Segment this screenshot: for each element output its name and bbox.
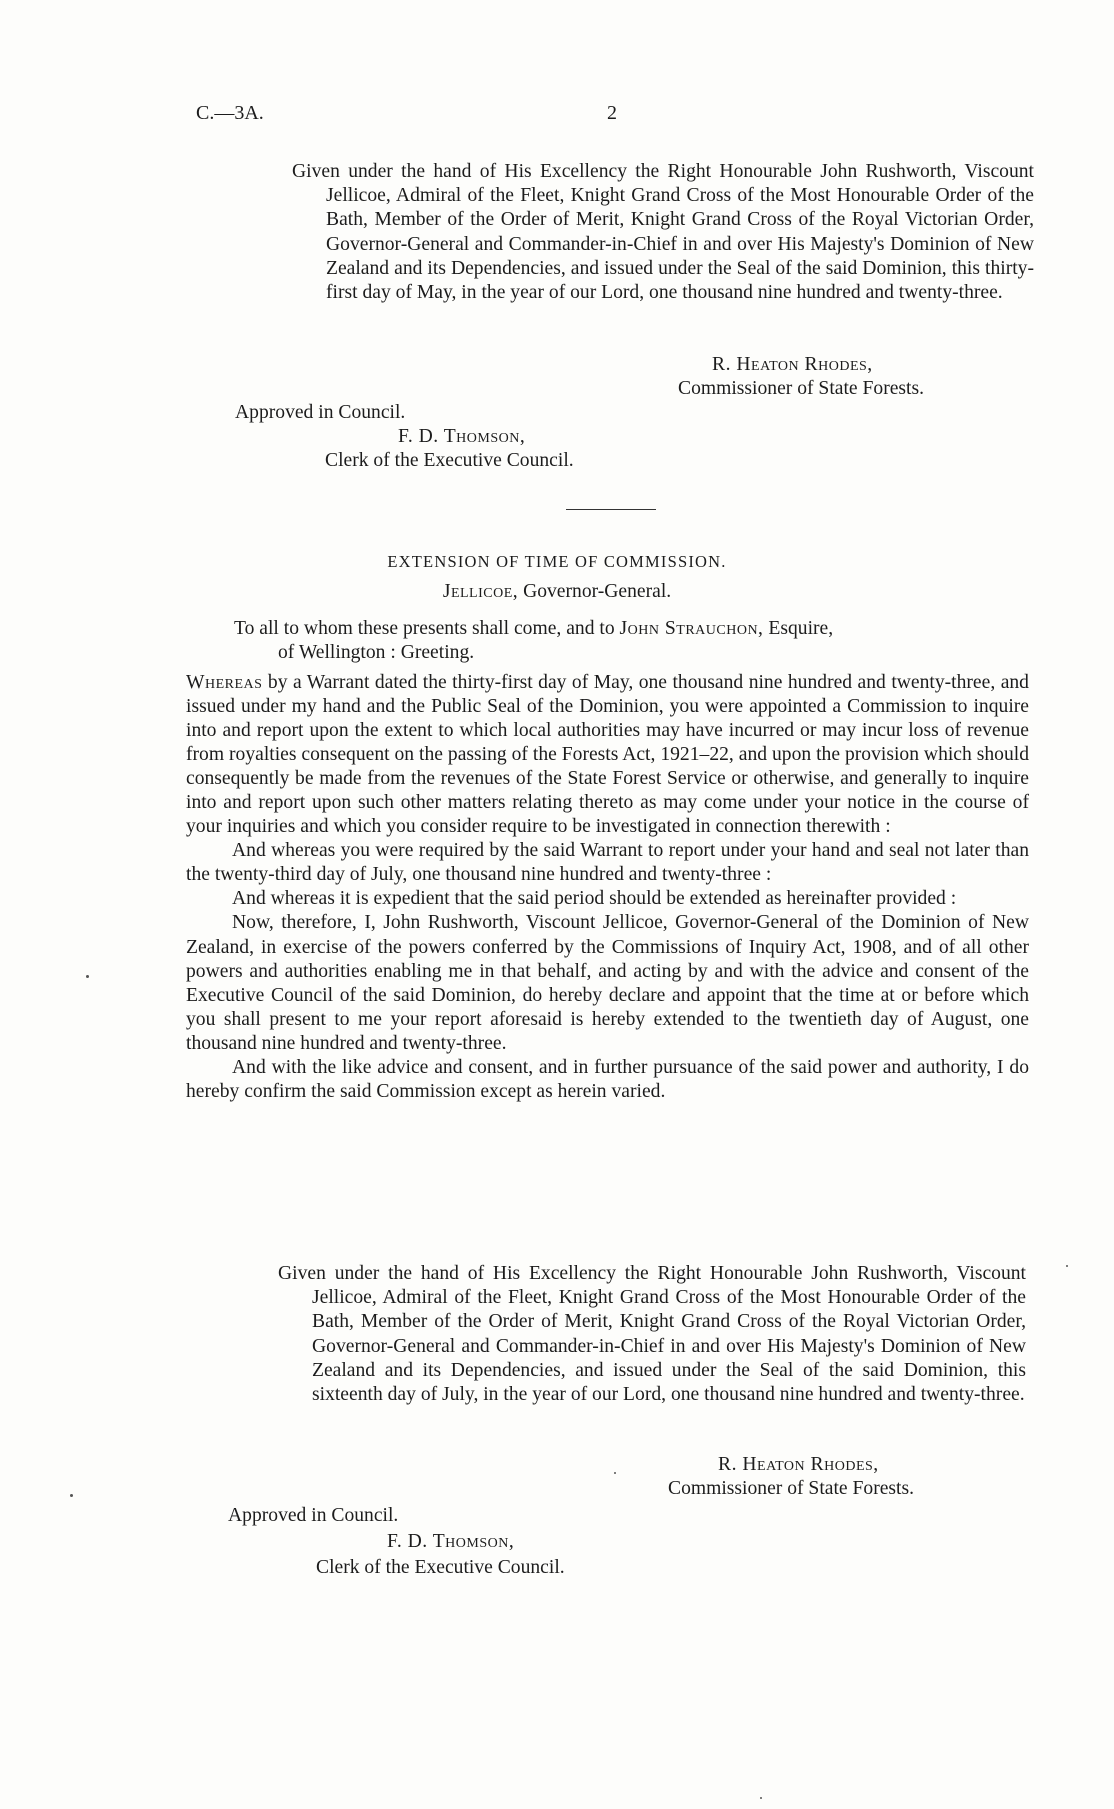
address-lead: To all to whom these presents shall come, and to bbox=[234, 618, 615, 639]
paragraph-1-text: by a Warrant dated the thirty-first day of May, one thousand nine hundred and twenty-three, and issued under my hand and the Public Seal of the Dominion, you were appointed a Commission to inquire into and report upon the extent to which local authorities may have incurred or may incur loss of revenue from royalties consequent on the passing of the Forests Act, 1921–22, and upon the provision which should consequently be made from the revenues of the State Forest Service or otherwise, and generally to inquire into and report upon such other matters relating thereto as may come under your notice in the course of your inquiries and which you consider require to be investigated in connection therewith : bbox=[186, 672, 1029, 838]
paragraph-3: And whereas it is expedient that the said period should be extended as hereinafter provided : bbox=[232, 888, 957, 910]
clerk-name-text-2: F. D. Thomson, bbox=[387, 1531, 515, 1552]
clerk-title-2: Clerk of the Executive Council. bbox=[316, 1557, 565, 1578]
governor-line bbox=[0, 581, 1114, 603]
governor-title: Governor-General. bbox=[523, 581, 672, 602]
clerk-name-text: F. D. Thomson, bbox=[398, 426, 526, 447]
addressee-suffix: Esquire, bbox=[768, 618, 834, 639]
addressee-name: John Strauchon, bbox=[619, 618, 764, 639]
signatory-name-text-2: R. Heaton Rhodes, bbox=[718, 1454, 879, 1475]
scan-speck bbox=[1066, 1265, 1068, 1267]
section-divider bbox=[566, 509, 656, 510]
paragraph-4: Now, therefore, I, John Rushworth, Viscount Jellicoe, Governor-General of the Dominion of New Zealand, in exercise of the powers conferred by the Commissions of Inquiry Act, 1908, and of all other powers and authorities enabling me in that behalf, and acting by and with the advice and consent of the Executive Council of the said Dominion, do hereby declare and appoint that the time at or before which you shall present to me your report aforesaid is hereby extended to the twentieth day of August, one thousand nine hundred and twenty-three. bbox=[186, 912, 1029, 1054]
given-under-paragraph-2: Given under the hand of His Excellency the Right Honourable John Rushworth, Viscount Jellicoe, Admiral of the Fleet, Knight Grand Cross of the Most Honourable Order of the Bath, Member of the Order of Merit, Knight Grand Cross of the Royal Victorian Order, Governor-General and Commander-in-Chief in and over His Majesty's Dominion of New Zealand and its Dependencies, and issued under the Seal of the said Dominion, this sixteenth day of July, in the year of our Lord, one thousand nine hundred and twenty-three. bbox=[278, 1263, 1026, 1406]
scan-speck bbox=[760, 1797, 762, 1799]
scan-speck bbox=[86, 975, 89, 978]
signatory-name-text: R. Heaton Rhodes, bbox=[712, 354, 873, 375]
approved-in-council-2: Approved in Council. bbox=[228, 1505, 399, 1526]
paragraph-2: And whereas you were required by the said Warrant to report under your hand and seal not later than the twenty-third day of July, one thousand nine hundred and twenty-three : bbox=[186, 840, 1029, 886]
signatory-title-2: Commissioner of State Forests. bbox=[668, 1478, 915, 1499]
signatory-name-2 bbox=[718, 1453, 879, 1477]
address-greeting: of Wellington : Greeting. bbox=[278, 642, 475, 664]
approved-in-council-1: Approved in Council. bbox=[235, 402, 406, 423]
paragraph-whereas bbox=[186, 671, 1029, 839]
page-number: 2 bbox=[607, 102, 617, 124]
scan-speck bbox=[614, 1472, 616, 1474]
signatory-name-1 bbox=[712, 353, 873, 377]
address-block bbox=[234, 617, 1030, 665]
signatory-title-1: Commissioner of State Forests. bbox=[678, 378, 925, 399]
clerk-title-1: Clerk of the Executive Council. bbox=[325, 450, 574, 471]
document-reference: C.—3A. bbox=[196, 102, 264, 124]
governor-name: Jellicoe, bbox=[442, 581, 519, 602]
paragraph-5: And with the like advice and consent, and in further pursuance of the said power and authority, I do hereby confirm the said Commission except as herein varied. bbox=[186, 1056, 1029, 1102]
given-under-paragraph-1: Given under the hand of His Excellency the Right Honourable John Rushworth, Viscount Jellicoe, Admiral of the Fleet, Knight Grand Cross of the Most Honourable Order of the Bath, Member of the Order of Merit, Knight Grand Cross of the Royal Victorian Order, Governor-General and Commander-in-Chief in and over His Majesty's Dominion of New Zealand and its Dependencies, and issued under the Seal of the said Dominion, this thirty-first day of May, in the year of our Lord, one thousand nine hundred and twenty-three. bbox=[292, 161, 1034, 304]
scan-speck bbox=[70, 1494, 73, 1497]
commission-body bbox=[186, 671, 1029, 1104]
clerk-name-2 bbox=[387, 1530, 514, 1554]
section-heading: EXTENSION OF TIME OF COMMISSION. bbox=[387, 552, 727, 571]
whereas-lead: Whereas bbox=[186, 672, 263, 693]
clerk-name-1 bbox=[398, 425, 525, 449]
